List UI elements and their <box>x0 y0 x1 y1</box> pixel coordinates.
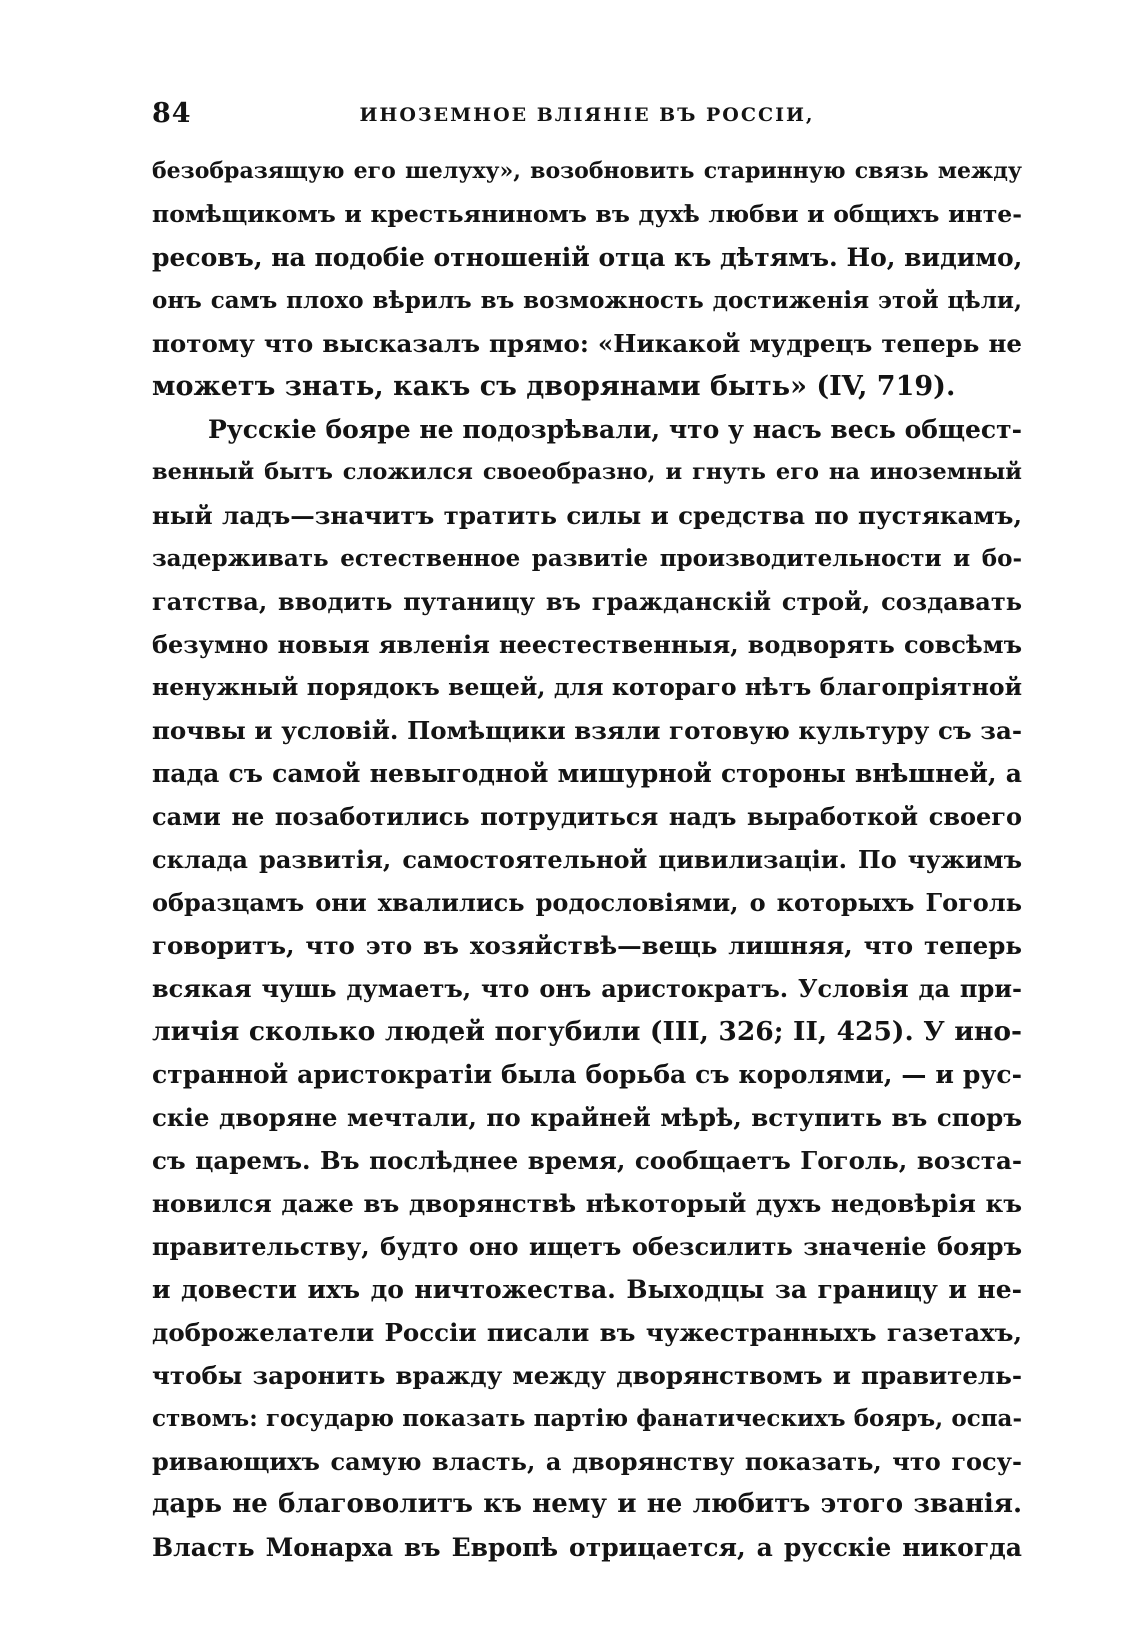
text-line: скіе дворяне мечтали, по крайней мѣрѣ, вступить въ споръ <box>152 1103 1022 1132</box>
text-line: пада съ самой невыгодной мишурной стороны внѣшней, а <box>152 759 1022 788</box>
text-line: доброжелатели Россіи писали въ чужестранныхъ газетахъ, <box>152 1318 1022 1347</box>
text-line: венный бытъ сложился своеобразно, и гнуть его на иноземный <box>152 459 1022 485</box>
running-title: ИНОЗЕМНОЕ ВЛІЯНІЕ ВЪ РОССІИ, <box>359 104 815 126</box>
paragraph-end-line: можетъ знать, какъ съ дворянами быть» (IV, 719). <box>152 371 956 402</box>
text-line: ненужный порядокъ вещей, для котораго нѣтъ благопріятной <box>152 673 1022 701</box>
text-line: чтобы заронить вражду между дворянствомъ и правитель- <box>152 1361 1022 1390</box>
text-line: дарь не благоволитъ къ нему и не любитъ этого званія. <box>152 1489 1022 1519</box>
text-line: склада развитія, самостоятельной цивилизаціи. По чужимъ <box>152 845 1022 874</box>
text-line: образцамъ они хвалились родословіями, о которыхъ Гоголь <box>152 888 1022 917</box>
paragraph-start-line: Русскіе бояре не подозрѣвали, что у насъ весь общест- <box>208 415 1022 444</box>
text-line: новился даже въ дворянствѣ нѣкоторый духъ недовѣрія къ <box>152 1189 1022 1218</box>
text-line: помѣщикомъ и крестьяниномъ въ духѣ любви и общихъ инте- <box>152 200 1022 228</box>
text-line: и довести ихъ до ничтожества. Выходцы за границу и не- <box>152 1275 1022 1304</box>
text-line: задерживать естественное развитіе производительности и бо- <box>152 545 1022 572</box>
text-line: всякая чушь думаетъ, что онъ аристократъ. Условія да при- <box>152 974 1022 1003</box>
text-line: съ царемъ. Въ послѣднее время, сообщаетъ Гоголь, возста- <box>152 1146 1022 1175</box>
body-text <box>152 150 1022 1569</box>
text-line: безумно новыя явленія неестественныя, водворять совсѣмъ <box>152 630 1022 659</box>
text-line: гатства, вводить путаницу въ гражданскій строй, создавать <box>152 587 1022 616</box>
text-line: говоритъ, что это въ хозяйствѣ—вещь лишняя, что теперь <box>152 931 1022 960</box>
page-number: 84 <box>152 98 192 129</box>
text-line: личія сколько людей погубили (III, 326; II, 425). У ино- <box>152 1016 1022 1047</box>
text-line: безобразящую его шелуху», возобновить старинную связь между <box>152 158 1022 184</box>
text-line: сами не позаботились потрудиться надъ выработкой своего <box>152 802 1022 831</box>
page-header <box>152 98 1022 138</box>
text-line: потому что высказалъ прямо: «Никакой мудрецъ теперь не <box>152 329 1022 358</box>
text-line: странной аристократіи была борьба съ королями, — и рус- <box>152 1060 1022 1089</box>
text-line: ривающихъ самую власть, а дворянству показать, что госу- <box>152 1447 1022 1476</box>
text-line: почвы и условій. Помѣщики взяли готовую культуру съ за- <box>152 716 1022 745</box>
text-line: ресовъ, на подобіе отношеній отца къ дѣтямъ. Но, видимо, <box>152 243 1023 272</box>
text-line: Власть Монарха въ Европѣ отрицается, а русскіе никогда <box>152 1533 1022 1562</box>
text-line: онъ самъ плохо вѣрилъ въ возможность достиженія этой цѣли, <box>152 287 1022 314</box>
text-line: ный ладъ—значитъ тратить силы и средства по пустякамъ, <box>152 501 1022 530</box>
text-line: ствомъ: государю показать партію фанатическихъ бояръ, оспа- <box>152 1405 1022 1432</box>
text-line: правительству, будто оно ищетъ обезсилить значеніе бояръ <box>152 1232 1022 1261</box>
